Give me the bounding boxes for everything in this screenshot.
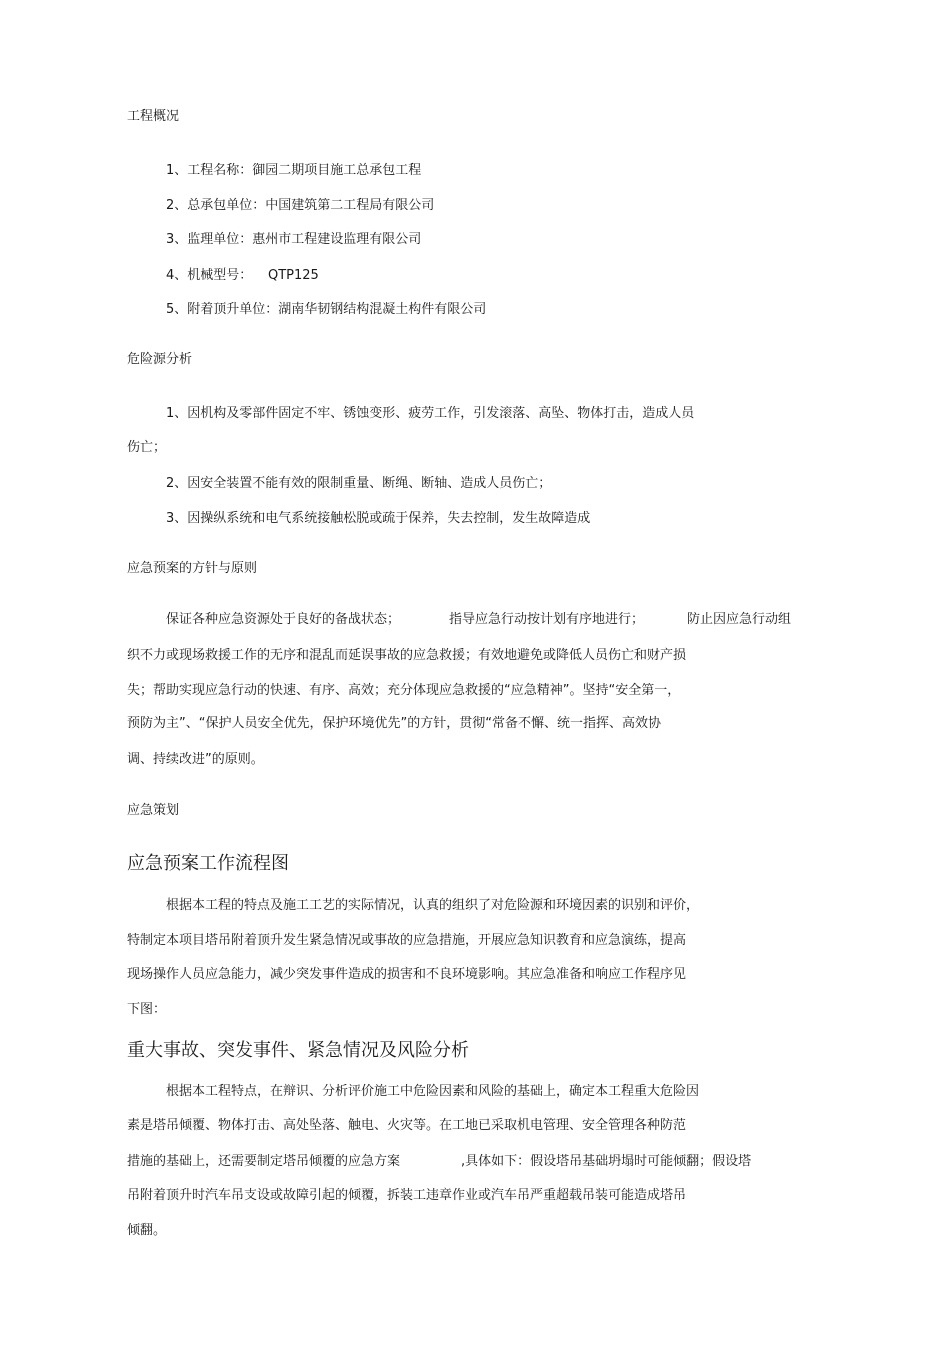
paragraph-line: 根据本工程特点，在辩识、分析评价施工中危险因素和风险的基础上，确定本工程重大危险因 [166, 1084, 700, 1099]
list-item: 4、机械型号： [166, 268, 253, 283]
list-item: 3、因操纵系统和电气系统接触松脱或疏于保养，失去控制，发生故障造成 [166, 511, 591, 526]
section-heading-planning: 应急策划 [127, 803, 180, 818]
paragraph-line: 预防为主”、“保护人员安全优先，保护环境优先”的方针，贯彻“常备不懈、统一指挥、高效协 [127, 716, 661, 731]
paragraph-line: 防止因应急行动组 [687, 612, 792, 627]
list-item: 2、总承包单位：中国建筑第二工程局有限公司 [166, 198, 435, 213]
section-heading-overview: 工程概况 [127, 109, 180, 124]
paragraph-line: 吊附着顶升时汽车吊支设或故障引起的倾覆，拆装工违章作业或汽车吊严重超载吊装可能造成塔吊 [127, 1188, 687, 1203]
paragraph-line: 根据本工程的特点及施工工艺的实际情况，认真的组织了对危险源和环境因素的识别和评价， [166, 898, 700, 913]
machine-model: QTP125 [268, 268, 319, 283]
paragraph-line: 倾翻。 [127, 1223, 167, 1238]
paragraph-line: 调、持续改进”的原则。 [127, 752, 264, 767]
section-heading-hazard: 危险源分析 [127, 352, 193, 367]
paragraph-line: 下图： [127, 1002, 167, 1017]
list-item: 2、因安全装置不能有效的限制重量、断绳、断轴、造成人员伤亡； [166, 476, 552, 491]
paragraph-line: 织不力或现场救援工作的无序和混乱而延误事故的应急救援；有效地避免或降低人员伤亡和财产损 [127, 648, 687, 663]
paragraph-line: ,具体如下：假设塔吊基础坍塌时可能倾翻；假设塔 [461, 1154, 752, 1169]
list-item: 1、因机构及零部件固定不牢、锈蚀变形、疲劳工作，引发滚落、高坠、物体打击，造成人员 [166, 406, 695, 421]
list-item-continuation: 伤亡； [127, 440, 167, 455]
paragraph-line: 保证各种应急资源处于良好的备战状态； [166, 612, 401, 627]
section-title-risk: 重大事故、突发事件、紧急情况及风险分析 [127, 1040, 469, 1061]
paragraph-line: 失；帮助实现应急行动的快速、有序、高效；充分体现应急救援的“应急精神”。坚持“安全第一， [127, 683, 681, 698]
paragraph-line: 指导应急行动按计划有序地进行； [449, 612, 645, 627]
section-heading-principles: 应急预案的方针与原则 [127, 561, 258, 576]
paragraph-line: 素是塔吊倾覆、物体打击、高处坠落、触电、火灾等。在工地已采取机电管理、安全管理各种防范 [127, 1118, 687, 1133]
section-title-flowchart: 应急预案工作流程图 [127, 853, 289, 874]
paragraph-line: 现场操作人员应急能力，减少突发事件造成的损害和不良环境影响。其应急准备和响应工作程序见 [127, 967, 687, 982]
paragraph-line: 特制定本项目塔吊附着顶升发生紧急情况或事故的应急措施，开展应急知识教育和应急演练，提高 [127, 933, 687, 948]
list-item: 1、工程名称：御园二期项目施工总承包工程 [166, 163, 422, 178]
list-item: 5、附着顶升单位：湖南华韧钢结构混凝土构件有限公司 [166, 302, 487, 317]
paragraph-line: 措施的基础上，还需要制定塔吊倾覆的应急方案 [127, 1154, 401, 1169]
list-item: 3、监理单位：惠州市工程建设监理有限公司 [166, 232, 422, 247]
